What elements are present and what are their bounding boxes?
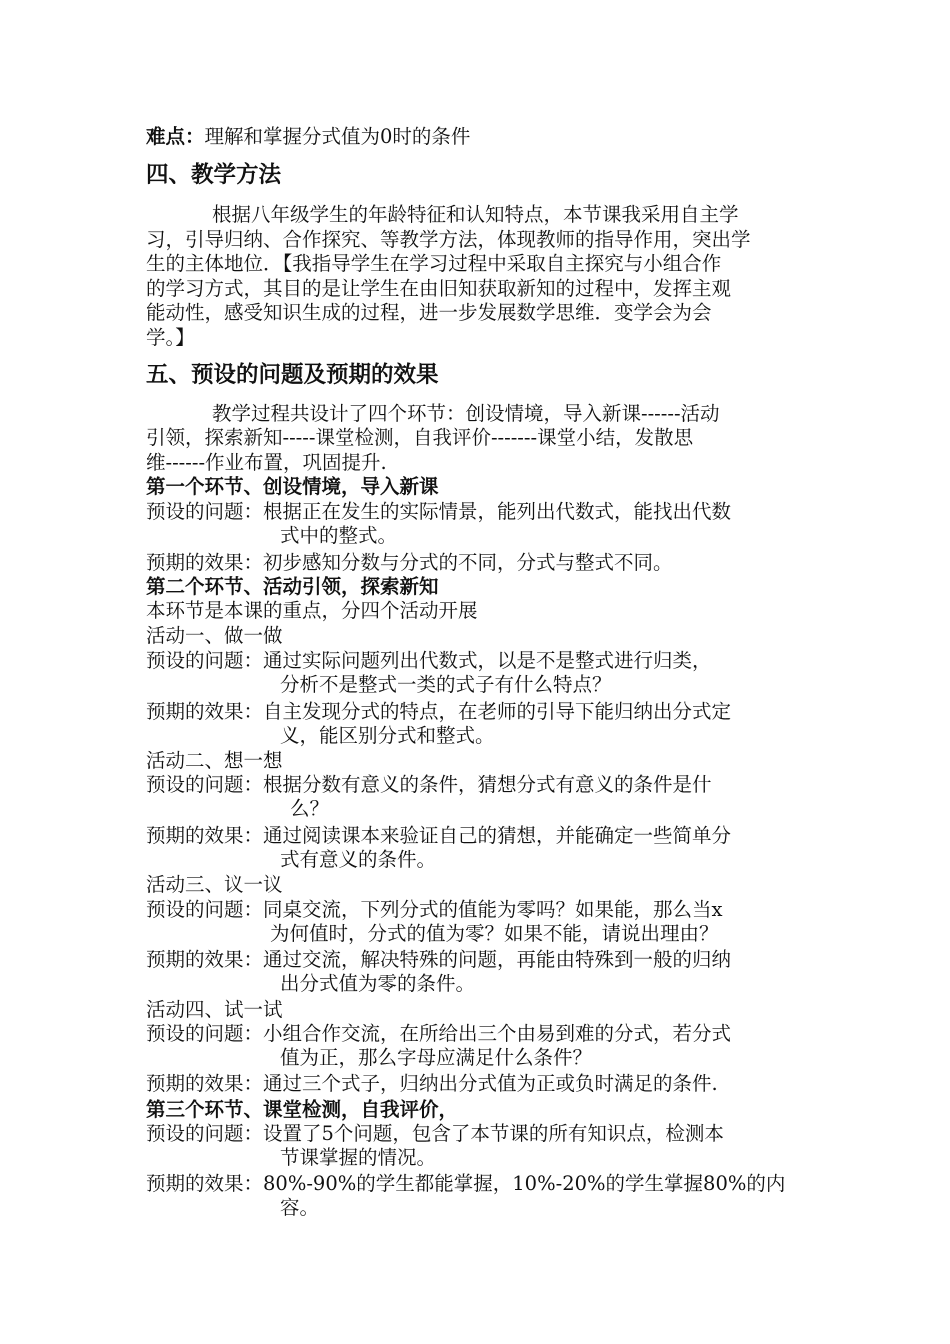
activity-2-effect-line: 式有意义的条件。: [280, 848, 437, 871]
activity-2-title: 活动二、想一想: [146, 749, 283, 772]
activity-3-question-line: 预设的问题：同桌交流，下列分式的值能为零吗？如果能，那么当x: [146, 898, 723, 921]
link-3-question-line: 预设的问题：设置了5个问题，包含了本节课的所有知识点，检测本: [146, 1122, 724, 1145]
link-1-heading: 第一个环节、创设情境，导入新课: [146, 475, 439, 498]
link-3-question-line: 节课掌握的情况。: [280, 1146, 437, 1169]
activity-3-question-line: 为何值时，分式的值为零？如果不能，请说出理由？: [270, 922, 719, 945]
link-3-effect-line: 容。: [280, 1196, 320, 1219]
activity-3-title: 活动三、议一议: [146, 873, 283, 896]
activity-3-effect-line: 出分式值为零的条件。: [280, 972, 476, 995]
section-5-intro-line: 引领，探索新知-----课堂检测，自我评价-------课堂小结，发散思: [146, 426, 694, 449]
activity-2-question-line: 预设的问题：根据分数有意义的条件，猜想分式有意义的条件是什: [146, 773, 712, 796]
section-4-paragraph-line: 的学习方式，其目的是让学生在由旧知获取新知的过程中，发挥主观: [146, 277, 732, 300]
section-4-paragraph-line: 根据八年级学生的年龄特征和认知特点，本节课我采用自主学: [212, 203, 739, 226]
difficulty-line: [146, 125, 470, 149]
activity-4-title: 活动四、试一试: [146, 998, 283, 1021]
activity-2-question-line: 么？: [290, 797, 330, 820]
section-5-intro-line: 维------作业布置，巩固提升.: [146, 451, 387, 474]
difficulty-label: 难点：: [146, 125, 205, 148]
link-1-question-line: 预设的问题：根据正在发生的实际情景，能列出代数式，能找出代数: [146, 500, 732, 523]
activity-1-question-line: 分析不是整式一类的式子有什么特点？: [280, 673, 612, 696]
activity-3-effect-line: 预期的效果：通过交流，解决特殊的问题，再能由特殊到一般的归纳: [146, 948, 732, 971]
activity-4-question-line: 值为正，那么字母应满足什么条件？: [280, 1046, 593, 1069]
activity-1-title: 活动一、做一做: [146, 624, 283, 647]
link-1-effect-line: 预期的效果：初步感知分数与分式的不同，分式与整式不同。: [146, 551, 673, 574]
section-4-paragraph-line: 能动性，感受知识生成的过程，进一步发展数学思维．变学会为会: [146, 301, 712, 324]
activity-4-question-line: 预设的问题：小组合作交流，在所给出三个由易到难的分式，若分式: [146, 1022, 732, 1045]
activity-4-effect-line: 预期的效果：通过三个式子，归纳出分式值为正或负时满足的条件.: [146, 1072, 718, 1095]
section-5-heading: 五、预设的问题及预期的效果: [146, 362, 439, 388]
section-4-paragraph-line: 学。】: [146, 326, 195, 349]
link-2-heading: 第二个环节、活动引领，探索新知: [146, 575, 439, 598]
link-3-heading: 第三个环节、课堂检测，自我评价，: [146, 1098, 459, 1121]
link-2-intro: 本环节是本课的重点，分四个活动开展: [146, 599, 478, 622]
activity-1-question-line: 预设的问题：通过实际问题列出代数式，以是不是整式进行归类，: [146, 649, 712, 672]
link-1-question-line: 式中的整式。: [280, 524, 398, 547]
link-3-effect-line: 预期的效果：80%-90%的学生都能掌握，10%-20%的学生掌握80%的内: [146, 1172, 786, 1195]
activity-2-effect-line: 预期的效果：通过阅读课本来验证自己的猜想，并能确定一些简单分: [146, 824, 732, 847]
section-5-intro-line: 教学过程共设计了四个环节：创设情境，导入新课------活动: [212, 402, 720, 425]
section-4-heading: 四、教学方法: [146, 162, 282, 188]
activity-1-effect-line: 义，能区别分式和整式。: [280, 724, 495, 747]
section-4-paragraph-line: 习，引导归纳、合作探究、等教学方法，体现教师的指导作用，突出学: [146, 228, 751, 251]
section-4-paragraph-line: 生的主体地位．【我指导学生在学习过程中采取自主探究与小组合作: [146, 252, 722, 275]
difficulty-text: 理解和掌握分式值为0时的条件: [204, 125, 471, 148]
activity-1-effect-line: 预期的效果：自主发现分式的特点，在老师的引导下能归纳出分式定: [146, 700, 732, 723]
